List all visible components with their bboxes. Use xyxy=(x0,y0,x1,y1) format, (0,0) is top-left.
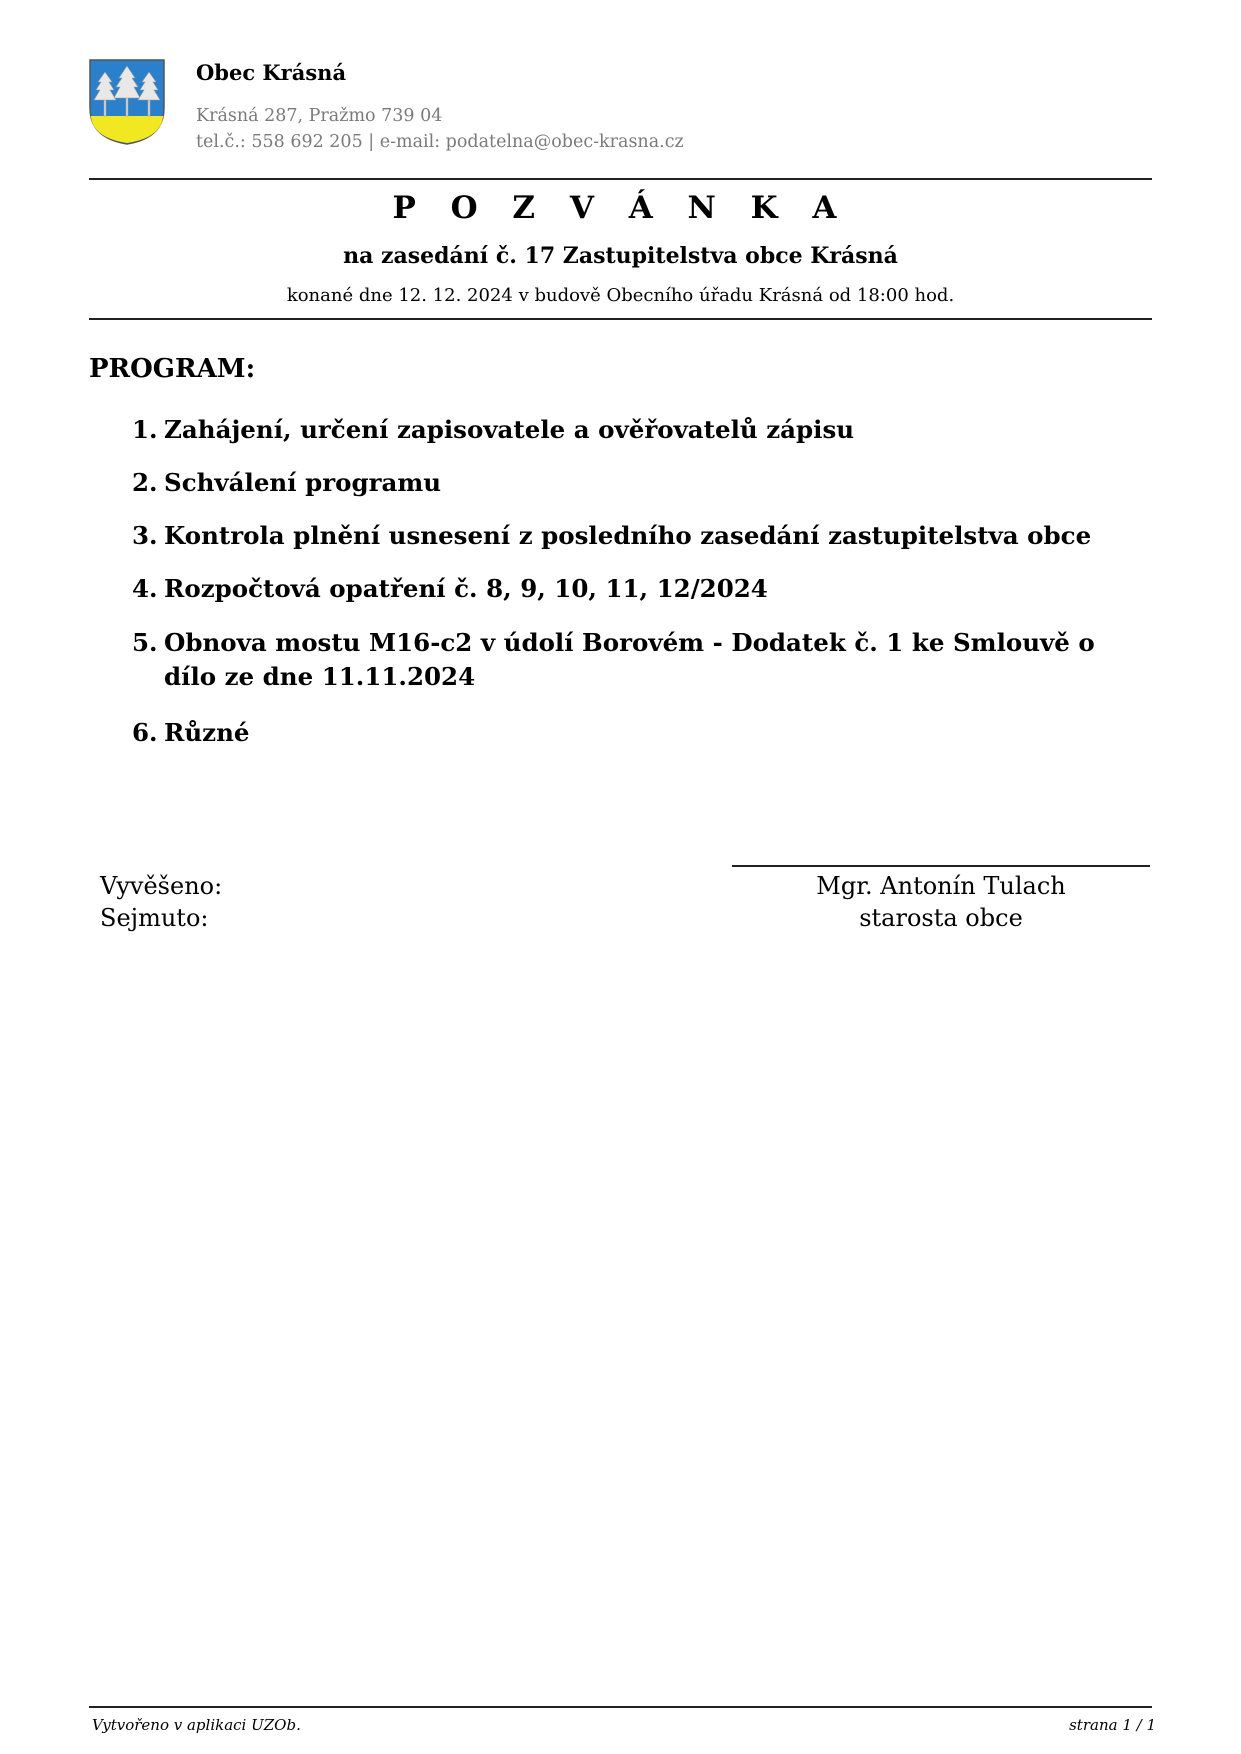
program-item xyxy=(132,519,1132,553)
signer-name: Mgr. Antonín Tulach xyxy=(816,872,1066,900)
program-item xyxy=(132,572,1132,606)
program-item-number: 4. xyxy=(132,574,158,603)
signature-line xyxy=(732,865,1150,867)
removed-label: Sejmuto: xyxy=(100,904,209,932)
coat-of-arms-icon xyxy=(88,58,166,146)
program-item-number: 5. xyxy=(132,628,158,657)
program-item-text: Kontrola plnění usnesení z posledního zasedání zastupitelstva obce xyxy=(164,521,1092,550)
program-heading: PROGRAM: xyxy=(89,354,256,384)
program-item-number: 3. xyxy=(132,521,158,550)
meeting-details: konané dne 12. 12. 2024 v budově Obecního úřadu Krásná od 18:00 hod. xyxy=(286,285,955,306)
program-item xyxy=(132,466,1132,500)
organization-contact: tel.č.: 558 692 205 | e-mail: podatelna@obec-krasna.cz xyxy=(196,132,684,152)
program-item-number: 6. xyxy=(132,718,158,747)
footer-page-number: strana 1 / 1 xyxy=(1069,1716,1156,1734)
footer-created-with: Vytvořeno v aplikaci UZOb. xyxy=(92,1716,301,1734)
program-item-text: Obnova mostu M16-c2 v údolí Borovém - Dodatek č. 1 ke Smlouvě o dílo ze dne 11.11.2024 xyxy=(164,628,1095,691)
program-item-text: Schválení programu xyxy=(164,468,442,497)
header-divider xyxy=(89,178,1152,180)
title-divider xyxy=(89,318,1152,320)
program-item-text: Zahájení, určení zapisovatele a ověřovatelů zápisu xyxy=(164,415,855,444)
program-item xyxy=(132,716,1132,750)
program-item xyxy=(132,626,1112,694)
footer-divider xyxy=(89,1706,1152,1708)
program-item-number: 2. xyxy=(132,468,158,497)
signer-title: starosta obce xyxy=(859,904,1023,932)
program-item xyxy=(132,413,1132,447)
document-title: P O Z V Á N K A xyxy=(392,190,849,226)
organization-address: Krásná 287, Pražmo 739 04 xyxy=(196,106,443,126)
program-item-text: Různé xyxy=(164,718,250,747)
document-subtitle: na zasedání č. 17 Zastupitelstva obce Krásná xyxy=(343,243,898,269)
program-item-text: Rozpočtová opatření č. 8, 9, 10, 11, 12/2024 xyxy=(164,574,768,603)
posted-label: Vyvěšeno: xyxy=(100,872,223,900)
organization-name: Obec Krásná xyxy=(196,60,347,85)
program-item-number: 1. xyxy=(132,415,158,444)
